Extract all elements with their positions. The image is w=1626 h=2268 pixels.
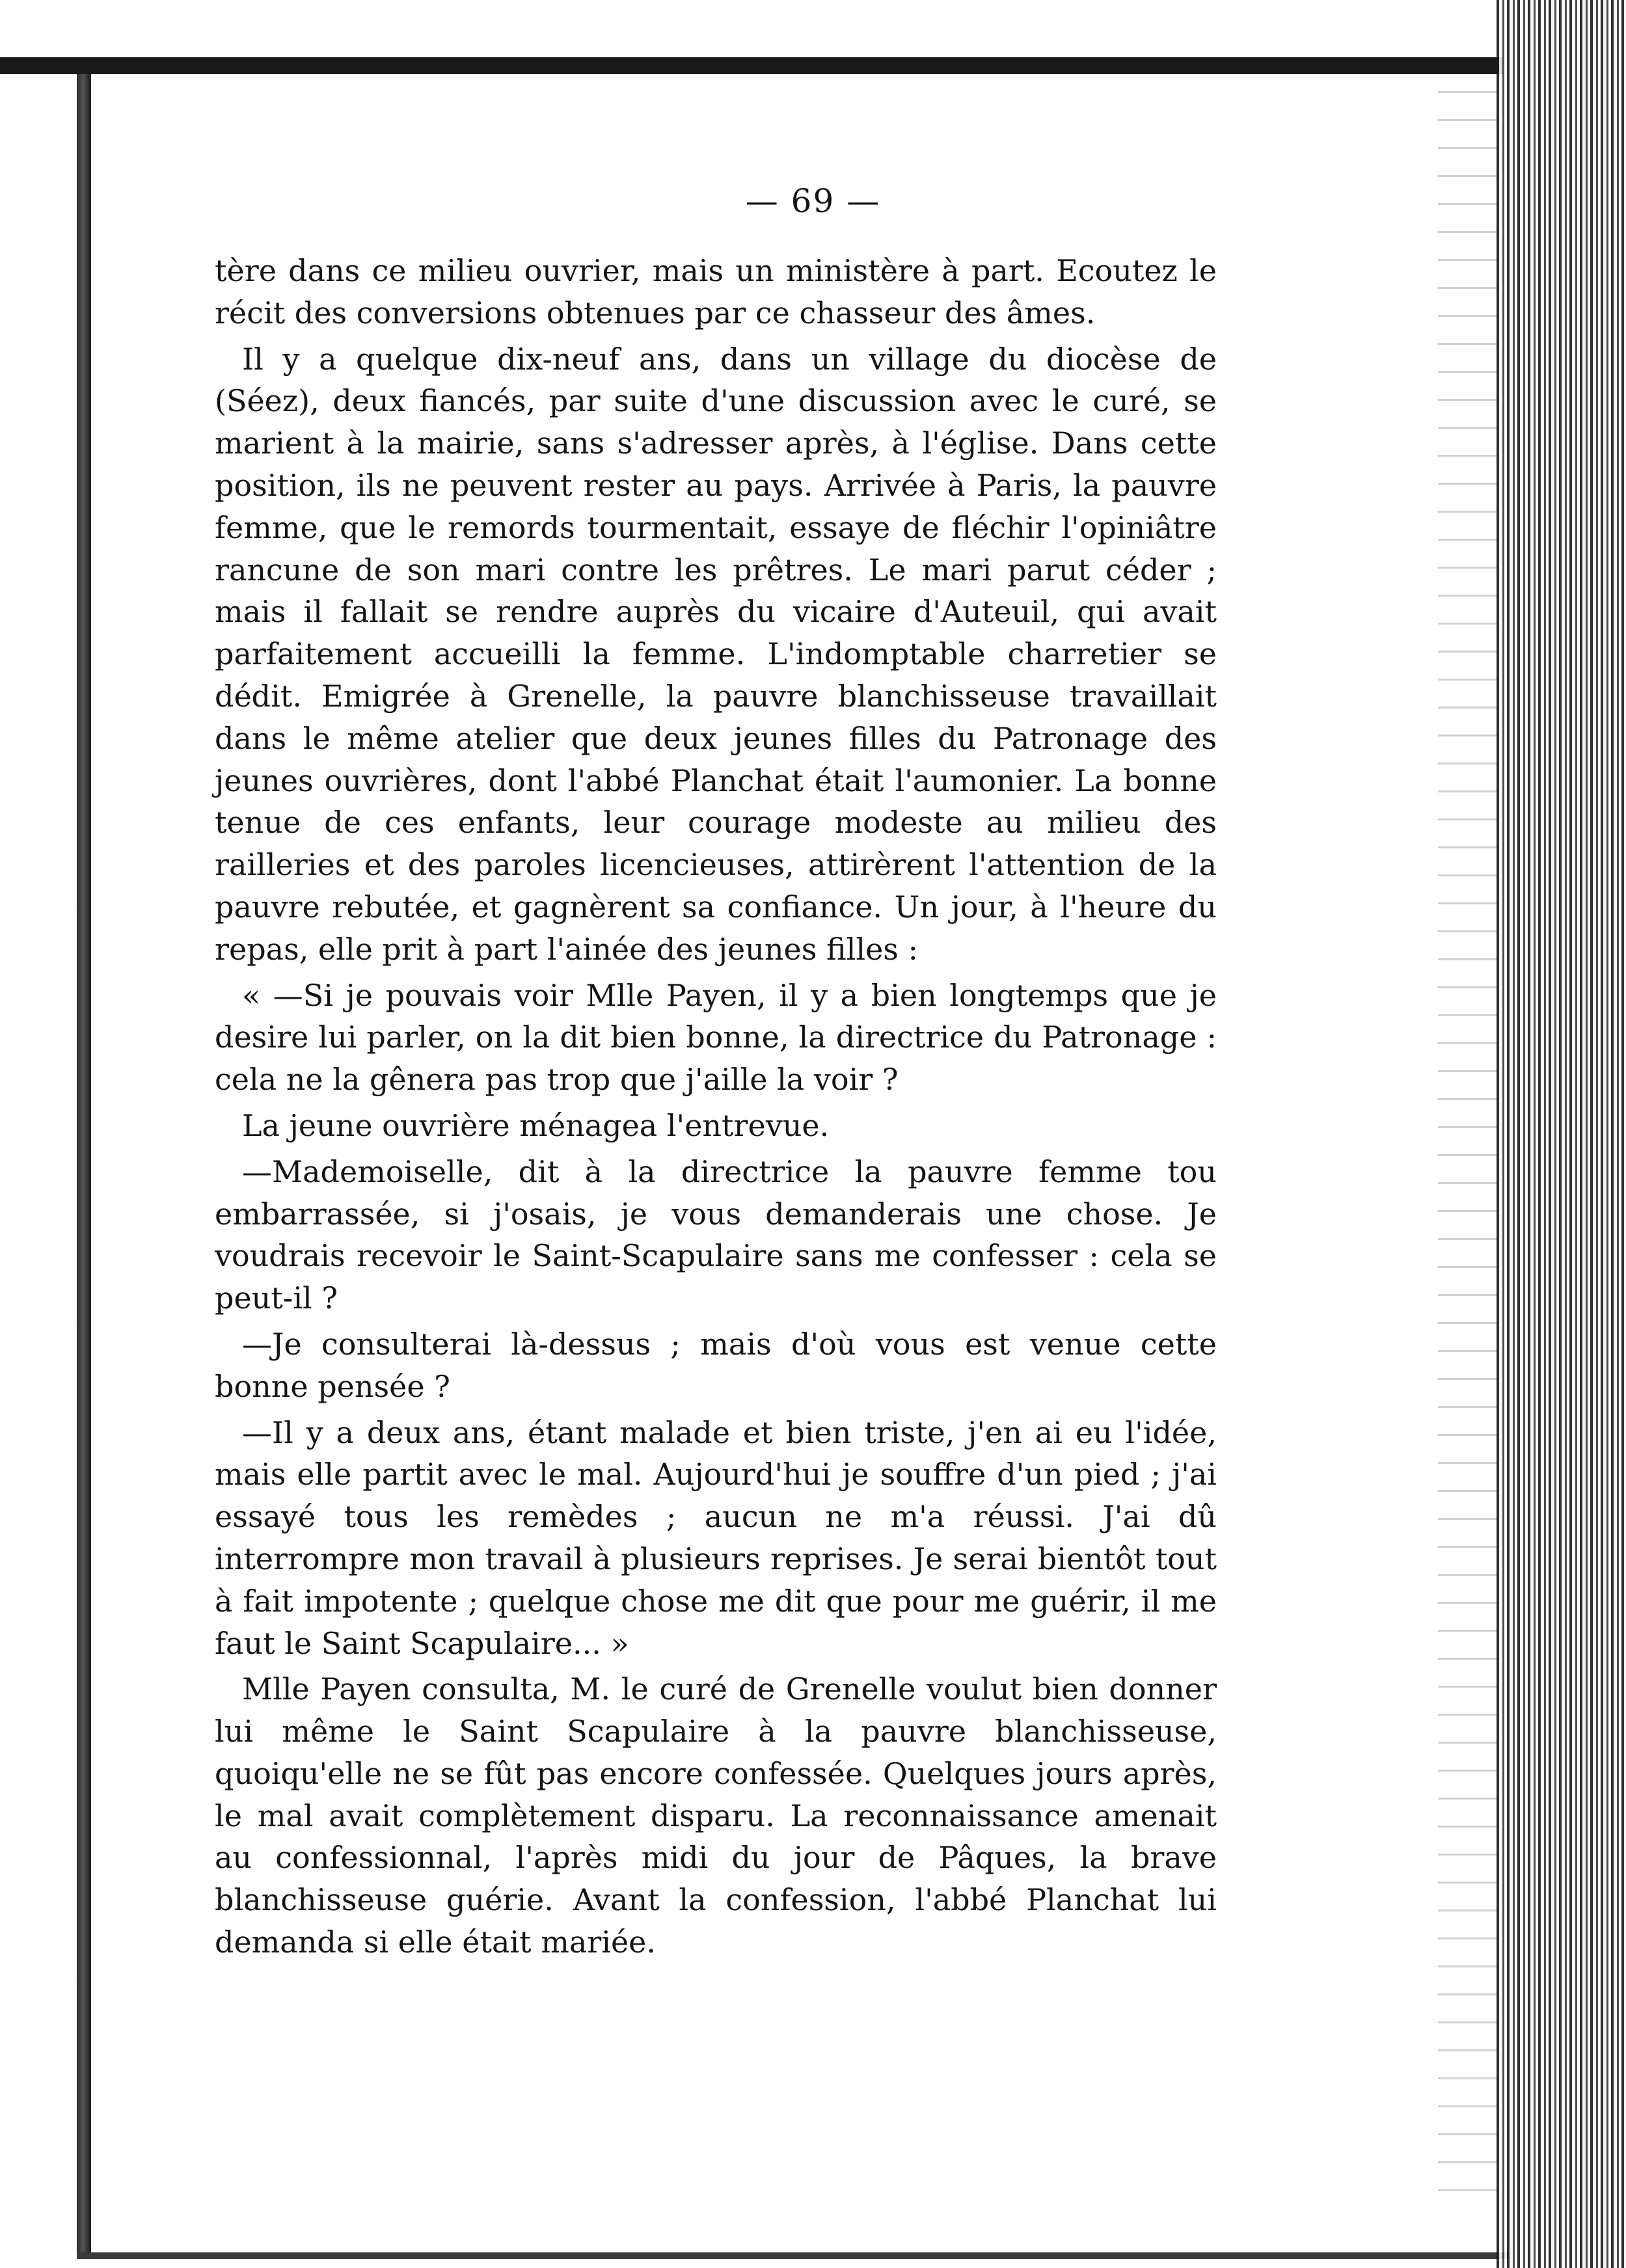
page-bottom-border [77, 2252, 1508, 2259]
page-number: — 69 — [745, 182, 881, 220]
page-text [215, 250, 1217, 1964]
paragraph-dialogue-illness: —Il y a deux ans, étant malade et bien triste, j'en ai eu l'idée, mais elle partit avec le mal. Aujourd'hui je souffre d'un pied ; j'ai essayé tous les remèdes ; aucun ne m'a réussi. J'ai dû interrompre mon travail à plusieurs reprises. Je serai bientôt tout à fait impotente ; quelque chose me dit que pour me guérir, il me faut le Saint Scapulaire... » [215, 1414, 1217, 1661]
paragraph-continuation: tère dans ce milieu ouvrier, mais un ministère à part. Ecoutez le récit des conversions obtenues par ce chasseur des âmes. [215, 253, 1217, 331]
book-edge-scan-artifact [1497, 0, 1626, 2268]
paragraph-story-intro: Il y a quelque dix-neuf ans, dans un village du diocèse de (Séez), deux fiancés, par suite d'une discussion avec le curé, se marient à la mairie, sans s'adresser après, à l'église. Dans cette position, ils ne peuvent rester au pays. Arrivée à Paris, la pauvre femme, que le remords tourmentait, essaye de fléchir l'opiniâtre rancune de son mari contre les prêtres. Le mari parut céder ; mais il fallait se rendre auprès du vicaire d'Auteuil, qui avait parfaitement accueilli la femme. L'indomptable charretier se dédit. Emigrée à Grenelle, la pauvre blanchisseuse travaillait dans le même atelier que deux jeunes filles du Patronage des jeunes ouvrières, dont l'abbé Planchat était l'aumonier. La bonne tenue de ces enfants, leur courage modeste au milieu des railleries et des paroles licencieuses, attirèrent l'attention de la pauvre rebutée, et gagnèrent sa confiance. Un jour, à l'heure du repas, elle prit à part l'ainée des jeunes filles : [215, 341, 1217, 967]
paragraph-interview: La jeune ouvrière ménagea l'entrevue. [242, 1107, 830, 1143]
right-margin-shadow [1438, 65, 1497, 2212]
paragraph-dialogue-request: « —Si je pouvais voir Mlle Payen, il y a bien longtemps que je desire lui parler, on la dit bien bonne, la directrice du Patronage : cela ne la gênera pas trop que j'aille la voir ? [215, 977, 1217, 1098]
page-left-border [77, 74, 91, 2254]
paragraph-conclusion: Mlle Payen consulta, M. le curé de Grenelle voulut bien donner lui même le Saint Scapulaire à la pauvre blanchisseuse, quoiqu'elle ne se fût pas encore confessée. Quelques jours après, le mal avait complètement disparu. La reconnaissance amenait au confessionnal, l'après midi du jour de Pâques, la brave blanchisseuse guérie. Avant la confession, l'abbé Planchat lui demanda si elle était mariée. [215, 1671, 1217, 1960]
paragraph-dialogue-scapulaire: —Mademoiselle, dit à la directrice la pauvre femme tou embarrassée, si j'osais, je vous demanderais une chose. Je voudrais recevoir le Saint-Scapulaire sans me confesser : cela se peut-il ? [215, 1154, 1217, 1316]
page-top-border [0, 57, 1503, 74]
paragraph-dialogue-consult: —Je consulterai là-dessus ; mais d'où vous est venue cette bonne pensée ? [215, 1326, 1217, 1404]
